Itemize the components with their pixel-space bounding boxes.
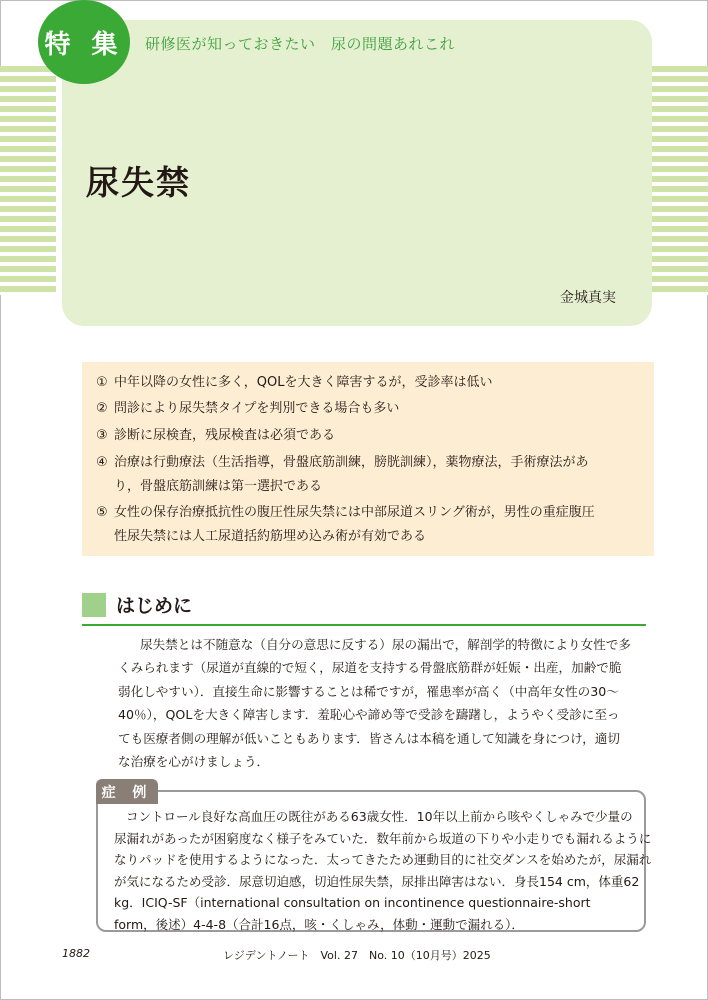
- key-point-text: 女性の保存治療抵抗性の腹圧性尿失禁には中部尿道スリング術が，男性の重症腹圧: [114, 505, 595, 520]
- right-stripe-decoration: [652, 66, 708, 295]
- series-title: 研修医が知っておきたい 尿の問題あれこれ: [145, 35, 456, 53]
- key-point-number: ⑤: [96, 505, 108, 520]
- paragraph-line: くみられます（尿道が直線的で短く，尿道を支持する骨盤底筋群が妊娠・出産，加齢で脆: [118, 660, 622, 676]
- key-point-number: ②: [96, 401, 108, 416]
- journal-info: レジデントノート Vol. 27 No. 10（10月号）2025: [223, 949, 491, 962]
- key-point-text: 診断に尿検査，残尿検査は必須である: [114, 428, 336, 443]
- key-point-number: ④: [96, 455, 108, 470]
- key-point-number: ①: [96, 375, 108, 390]
- case-line: 尿漏れがあったが困窮度なく様子をみていた．数年前から坂道の下りや小走りでも漏れるように: [114, 830, 652, 846]
- key-point-text-cont: 性尿失禁には人工尿道括約筋埋め込み術が有効である: [114, 529, 427, 544]
- case-line: なりパッドを使用するようになった．太ってきたため運動目的に社交ダンスを始めたが，尿漏れ: [114, 852, 652, 867]
- key-point: [96, 451, 589, 499]
- case-line: が気になるため受診．尿意切迫感，切迫性尿失禁，尿排出障害はない．身長154 cm，体重62: [114, 873, 640, 889]
- key-point-text-cont: り，骨盤底筋訓練は第一選択である: [114, 479, 323, 494]
- key-point: [96, 424, 335, 448]
- feature-badge-label: 特 集: [44, 29, 124, 60]
- paragraph-line: ても医療者側の理解が低いこともあります．皆さんは本稿を通して知識を身につけ，適切: [118, 730, 620, 746]
- paragraph-line: な治療を心がけましょう．: [118, 754, 270, 770]
- case-line: form，後述）4-4-8（合計16点，咳・くしゃみ，体動・運動で漏れる）．: [114, 916, 524, 932]
- author-name: 金城真実: [560, 290, 616, 306]
- case-line: コントロール良好な高血圧の既往がある63歳女性．10年以上前から咳やくしゃみで少量の: [126, 809, 633, 824]
- section-heading: はじめに: [116, 595, 193, 617]
- case-line: kg．ICIQ-SF（international consultation on incontinence questionnaire-short: [114, 895, 591, 910]
- key-point: [96, 501, 595, 549]
- key-point: [96, 397, 399, 421]
- page-number: 1882: [62, 947, 90, 960]
- case-label-tab: [96, 779, 158, 804]
- key-point: [96, 371, 492, 395]
- paragraph-line: 尿失禁とは不随意な（自分の意思に反する）尿の漏出で，解剖学的特徴により女性で多: [140, 637, 631, 652]
- key-point-number: ③: [96, 428, 108, 443]
- feature-badge: [38, 0, 130, 84]
- paragraph-line: 40％），QOLを大きく障害します．羞恥心や諦め等で受診を躊躇し，ようやく受診に至っ: [118, 707, 620, 723]
- key-points-box: [82, 362, 654, 556]
- key-point-text: 中年以降の女性に多く，QOLを大きく障害するが，受診率は低い: [114, 375, 493, 390]
- case-label: 症 例: [101, 784, 153, 801]
- left-stripe-decoration: [0, 66, 56, 295]
- section-marker: [82, 593, 106, 617]
- key-point-text: 治療は行動療法（生活指導，骨盤底筋訓練，膀胱訓練），薬物療法，手術療法があ: [114, 455, 589, 470]
- paragraph-line: 弱化しやすい）．直接生命に影響することは稀ですが，罹患率が高く（中高年女性の30〜: [118, 683, 619, 699]
- key-point-text: 問診により尿失禁タイプを判別できる場合も多い: [114, 401, 400, 416]
- intro-paragraph: [118, 633, 648, 773]
- section-divider: [82, 624, 646, 626]
- article-title: 尿失禁: [86, 163, 191, 202]
- case-text: [114, 806, 652, 935]
